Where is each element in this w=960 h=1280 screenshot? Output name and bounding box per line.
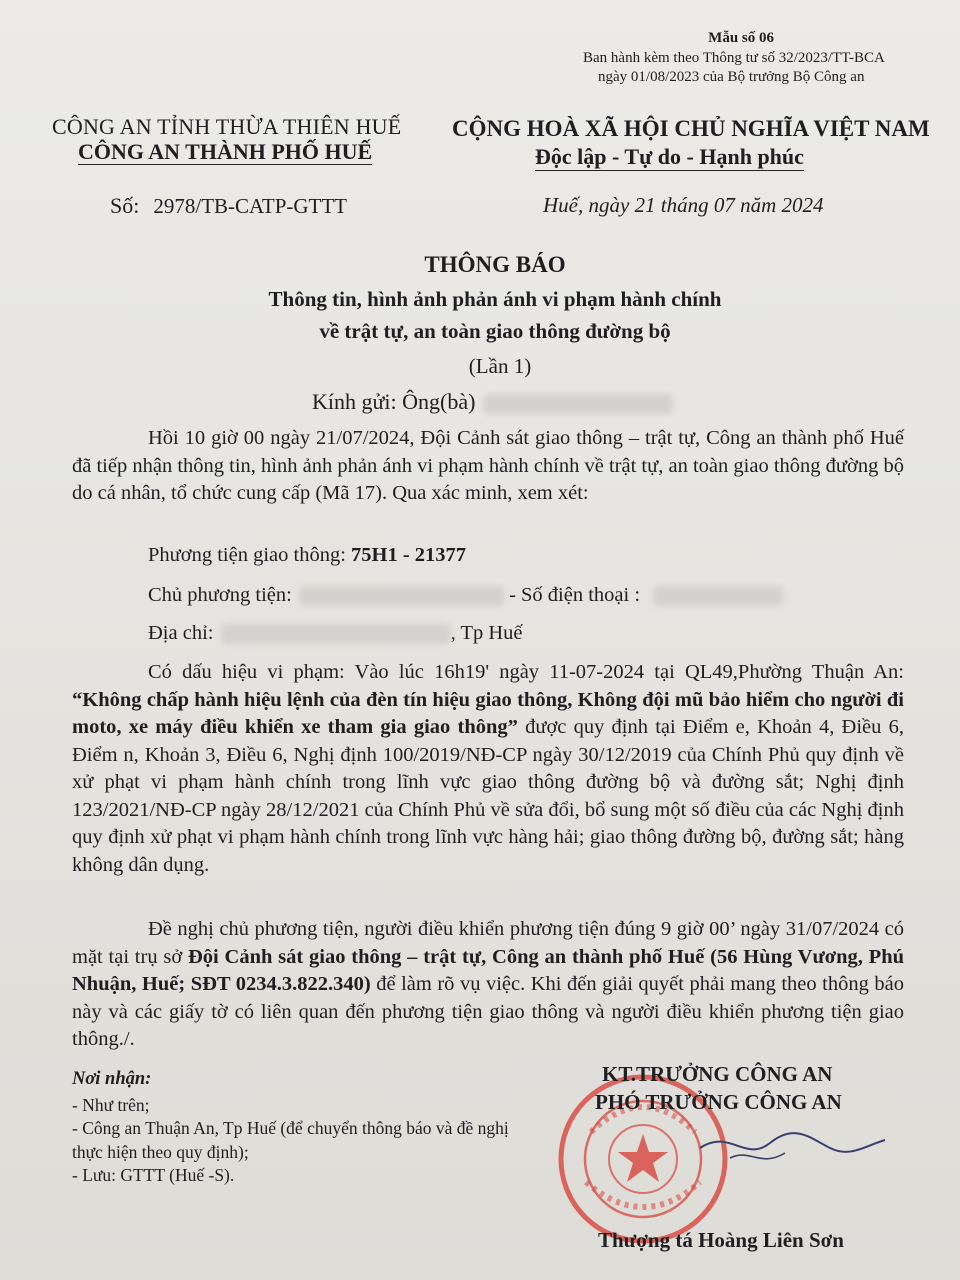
address-line [148,622,523,645]
national-motto: Độc lập - Tự do - Hạnh phúc [535,144,804,169]
agency-name: CÔNG AN THÀNH PHỐ HUẾ [78,139,373,164]
document-subtitle-line1: Thông tin, hình ảnh phản ánh vi phạm hành chính [268,287,722,311]
vehicle-label: Phương tiện giao thông: [148,544,352,566]
address-suffix: , Tp Huế [450,622,523,644]
recipient-item: - Như trên; [72,1094,150,1115]
violation-paragraph [72,659,904,879]
request-rest: để làm rõ vụ việc. Khi đến giải quyết phải mang theo thông báo này và các giấy tờ có liên quan đến phương tiện giao thông và người điều khiển phương tiện giao thông./. [72,973,904,1050]
recipient-item: - Công an Thuận An, Tp Huế (để chuyển thông báo và đề nghị thực hiện theo quy định); [72,1118,509,1162]
handwritten-signature-icon [690,1118,890,1178]
document-number-value: 2978/TB-CATP-GTTT [153,194,348,218]
address-label: Địa chỉ: [148,622,219,644]
vehicle-line [148,544,466,567]
owner-line [148,584,783,607]
owner-label: Chủ phương tiện: [148,584,297,606]
agency-parent: CÔNG AN TỈNH THỪA THIÊN HUẾ [52,114,402,139]
violation-legal-basis: được quy định tại Điểm e, Khoản 4, Điều 6, Điểm n, Khoản 3, Điều 6, Nghị định 100/2019/NĐ-CP ngày 30/12/2019 của Chính Phủ quy định về xử phạt vi phạm hành chính trong lĩnh vực giao thông đường bộ và đường sắt; Nghị định 123/2021/NĐ-CP ngày 28/12/2021 của Chính Phủ về sửa đổi, bổ sung một số điều của các Nghị định quy định xử phạt vi phạm hành chính trong lĩnh vực hàng hải; giao thông đường bộ, đường sắt; hàng không dân dụng. [72,716,904,876]
redacted-address [221,624,451,644]
form-number: Mẫu số 06 [708,30,774,46]
signature-title-line1: KT.TRƯỞNG CÔNG AN [602,1062,833,1086]
redacted-owner [299,586,504,606]
intro-paragraph [72,425,904,508]
notice-count: (Lần 1) [468,354,532,378]
redacted-name [483,394,673,414]
violation-prefix: Có dấu hiệu vi phạm: Vào lúc 16h19' ngày 11-07-2024 tại QL49,Phường Thuận An: [148,661,904,683]
signer-name: Thượng tá Hoàng Liên Sơn [598,1228,844,1252]
violation-description: “Không chấp hành hiệu lệnh của đèn tín hiệu giao thông, Không đội mũ bảo hiểm cho người đi moto, xe máy điều khiển xe tham gia giao thông” [72,688,904,738]
recipients-block [72,1068,532,1188]
phone-label: - Số điện thoại : [503,584,646,606]
recipients-heading: Nơi nhận: [72,1069,152,1089]
document-number-label: Số: [110,193,140,218]
intro-text: Hồi 10 giờ 00 ngày 21/07/2024, Đội Cảnh sát giao thông – trật tự, Công an thành phố Huế đã tiếp nhận thông tin, hình ảnh phản ánh vi phạm hành chính về trật tự, an toàn giao thông đường bộ do cá nhân, tổ chức cung cấp (Mã 17). Qua xác minh, xem xét: [72,427,904,504]
document-subtitle-line2: về trật tự, an toàn giao thông đường bộ [319,319,671,343]
national-title: CỘNG HOÀ XÃ HỘI CHỦ NGHĨA VIỆT NAM [452,116,930,141]
vehicle-plate: 75H1 - 21377 [351,544,467,566]
recipient-item: - Lưu: GTTT (Huế -S). [72,1165,235,1185]
redacted-phone [653,586,783,606]
addressee [312,389,673,415]
place-date: Huế, ngày 21 tháng 07 năm 2024 [543,193,824,217]
issued-note-line2: ngày 01/08/2023 của Bộ trưởng Bộ Công an [598,69,865,85]
request-paragraph [72,916,904,1054]
request-location: Đội Cảnh sát giao thông – trật tự, Công an thành phố Huế (56 Hùng Vương, Phú Nhuận, Huế; SĐT 0234.3.822.340) [72,945,904,995]
document-number [110,193,347,219]
issued-note-line1: Ban hành kèm theo Thông tư số 32/2023/TT-BCA [583,50,885,66]
document-title: THÔNG BÁO [424,252,566,277]
signature-title-line2: PHÓ TRƯỞNG CÔNG AN [595,1090,842,1114]
addressee-label: Kính gửi: Ông(bà) [312,389,476,414]
request-prefix: Đề nghị chủ phương tiện, người điều khiển phương tiện đúng 9 giờ 00’ ngày 31/07/2024 có mặt tại trụ sở [72,918,904,968]
